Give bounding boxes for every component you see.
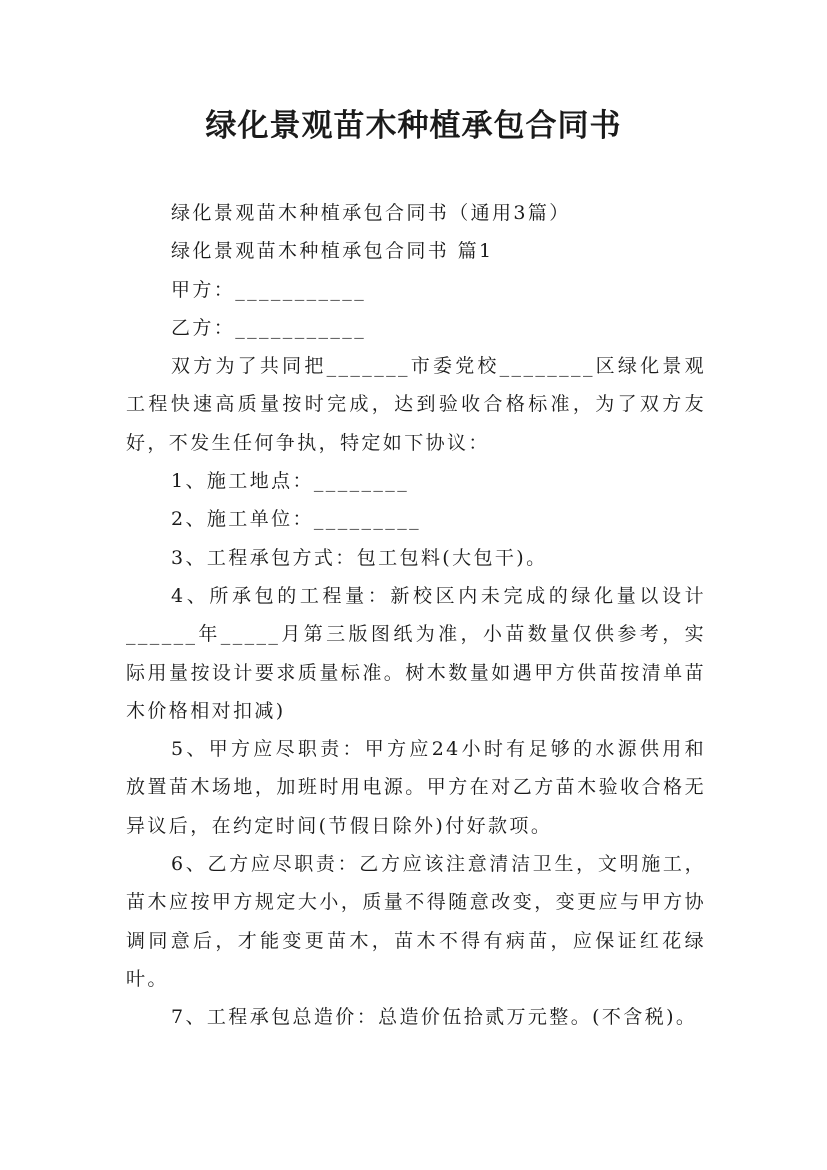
paragraph-clause-1: 1、施工地点：________ — [171, 470, 410, 493]
paragraph-preamble: 双方为了共同把_______市委党校________区绿化景观工程快速高质量按时完成，达到验收合格标准，为了双方友好，不发生任何争执，特定如下协议： — [126, 355, 706, 454]
paragraph-clause-3: 3、工程承包方式：包工包料(大包干)。 — [171, 546, 548, 569]
paragraph-clause-7: 7、工程承包总造价：总造价伍拾贰万元整。(不含税)。 — [171, 1006, 698, 1029]
document-body — [126, 194, 706, 1037]
paragraph-section-title: 绿化景观苗木种植承包合同书 篇1 — [171, 240, 494, 263]
document-title: 绿化景观苗木种植承包合同书 — [205, 108, 622, 144]
paragraph-party-b: 乙方：___________ — [171, 316, 367, 339]
paragraph-heading: 绿化景观苗木种植承包合同书（通用3篇） — [171, 202, 571, 224]
paragraph-clause-5: 5、甲方应尽职责：甲方应24小时有足够的水源供用和放置苗木场地，加班时用电源。甲方在对乙方苗木验收合格无异议后，在约定时间(节假日除外)付好款项。 — [126, 738, 706, 837]
paragraph-clause-4: 4、所承包的工程量：新校区内未完成的绿化量以设计______年_____月第三版图纸为准，小苗数量仅供参考，实际用量按设计要求质量标准。树木数量如遇甲方供苗按清单苗木价格相对扣减) — [126, 584, 706, 722]
paragraph-clause-2: 2、施工单位：_________ — [171, 508, 421, 531]
paragraph-clause-6: 6、乙方应尽职责：乙方应该注意清洁卫生，文明施工，苗木应按甲方规定大小，质量不得随意改变，变更应与甲方协调同意后，才能变更苗木，苗木不得有病苗，应保证红花绿叶。 — [126, 853, 706, 990]
paragraph-party-a: 甲方：___________ — [171, 278, 367, 301]
